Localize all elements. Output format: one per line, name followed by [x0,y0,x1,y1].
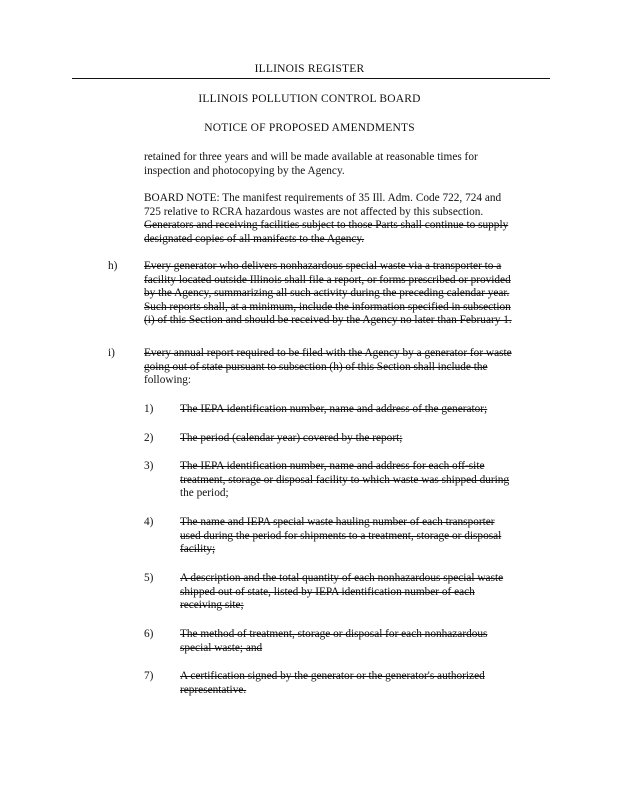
item-5-label: 5) [144,572,154,584]
notice-title: NOTICE OF PROPOSED AMENDMENTS [204,122,415,134]
item-line: receiving site; [180,599,244,612]
board-note-struck-line: designated copies of all manifests to the Agency. [144,232,365,245]
section-i-line: following: [144,374,192,387]
item-4-text [180,516,501,557]
intro-line: inspection and photocopying by the Agency. [144,164,345,177]
item-line: treatment, storage or disposal facility to which waste was shipped during [180,473,510,486]
board-note [144,192,508,246]
item-line: The method of treatment, storage or disposal for each nonhazardous [180,628,488,640]
item-4-label: 4) [144,516,154,528]
item-line: A certification signed by the generator or the generator's authorized [180,670,485,682]
item-line: shipped out of state, listed by IEPA identification number of each [180,585,475,598]
section-h-line: (i) of this Section and should be received by the Agency no later than February 1. [144,314,512,327]
section-h-line: facility located outside Illinois shall file a report, or forms prescribed or provided [144,273,511,286]
item-line: The period (calendar year) covered by the report; [180,432,403,444]
item-3-label: 3) [144,460,154,472]
item-line: special waste; and [180,641,263,654]
item-line: used during the period for shipments to a treatment, storage or disposal [180,529,502,542]
item-line: representative. [180,683,247,696]
section-h-line: Every generator who delivers nonhazardous special waste via a transporter to a [144,260,502,272]
section-h-line: by the Agency, summarizing all such activity during the preceding calendar year. [144,287,510,300]
register-title: ILLINOIS REGISTER [254,63,365,75]
header-rule [72,78,550,79]
section-i-label: i) [108,347,115,359]
item-line: The name and IEPA special waste hauling number of each transporter [180,516,495,528]
item-line: The IEPA identification number, name and address of the generator; [180,403,488,415]
board-note-struck-line: Generators and receiving facilities subject to those Parts shall continue to supply [144,219,509,232]
item-7-text [180,670,485,697]
item-line: A description and the total quantity of each nonhazardous special waste [180,572,504,584]
intro-paragraph [144,151,478,178]
section-h-label: h) [108,260,118,272]
item-1-label: 1) [144,403,154,415]
item-7-label: 7) [144,670,154,682]
item-2-label: 2) [144,432,154,444]
item-line: the period; [180,487,229,500]
board-note-line: BOARD NOTE: The manifest requirements of 35 Ill. Adm. Code 722, 724 and [144,192,502,204]
section-h-line: Such reports shall, at a minimum, include the information specified in subsection [144,300,511,313]
item-2-text [180,432,402,446]
item-line: The IEPA identification number, name and address for each off-site [180,460,485,472]
item-3-text [180,460,509,501]
item-1-text [180,403,487,417]
board-title: ILLINOIS POLLUTION CONTROL BOARD [198,93,421,105]
section-i-line: Every annual report required to be filed with the Agency by a generator for waste [144,347,512,359]
section-i-text [144,347,512,388]
item-line: facility; [180,543,216,556]
item-5-text [180,572,503,613]
section-h-text [144,260,512,328]
intro-line: retained for three years and will be made available at reasonable times for [144,151,478,163]
board-note-line: 725 relative to RCRA hazardous wastes are not affected by this subsection. [144,205,484,218]
item-6-label: 6) [144,628,154,640]
section-i-line: going out of state pursuant to subsection (h) of this Section shall include the [144,360,488,373]
item-6-text [180,628,487,655]
